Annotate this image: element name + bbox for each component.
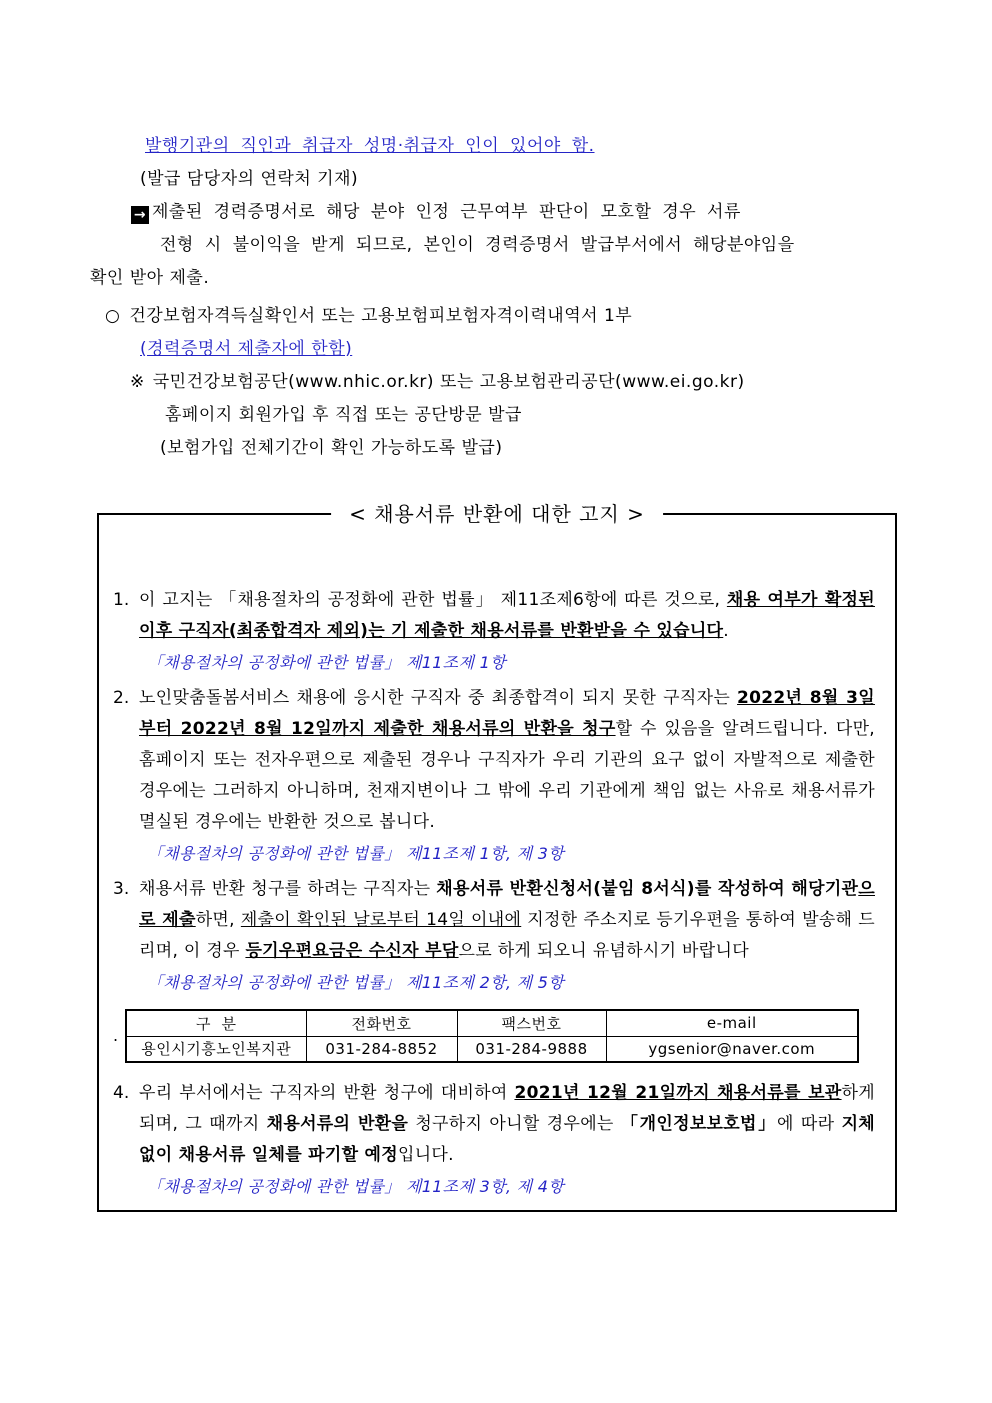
text-segment-emphasis: 2022년 8월 3일부터 2022년 8월 12일까지 제출한 채용서류의 반환을 청구 (139, 688, 876, 739)
cell-email: ygsenior@naver.com (606, 1036, 858, 1062)
text-segment-bold: 지체 없이 채용서류 일체를 파기할 예정 (139, 1114, 876, 1165)
header-cell-category: 구 분 (126, 1010, 306, 1036)
item-text (139, 874, 875, 967)
arrow-right-icon: → (131, 206, 149, 224)
text-segment: 입니다. (397, 1145, 454, 1165)
intro-section (0, 130, 992, 465)
cell-organization: 용인시기흥노인복지관 (126, 1036, 306, 1062)
legal-citation: 「채용절차의 공정화에 관한 법률」 제11조제 3항, 제 4항 (147, 1177, 564, 1196)
text-segment-bold: 채용서류의 반환을 (266, 1114, 409, 1134)
text-segment: 하면, (195, 910, 241, 930)
text-segment: 에 따라 (777, 1114, 842, 1134)
notice-item-1 (113, 585, 875, 678)
text-segment-emphasis: 2021년 12월 21일까지 채용서류를 보관 (514, 1083, 842, 1103)
text-segment: 채용서류 반환 청구를 하려는 구직자는 (139, 879, 437, 899)
item-number: 2. (113, 688, 130, 708)
text-segment: 청구하지 아니할 경우에는 (408, 1114, 621, 1134)
item-text (139, 585, 875, 647)
contact-table (125, 1009, 859, 1063)
issuing-method-line: 홈페이지 회원가입 후 직접 또는 공단방문 발급 (165, 405, 522, 425)
text-segment: . (723, 621, 729, 641)
text-segment: 이 고지는 「채용절차의 공정화에 관한 법률」 제11조제6항에 따른 것으로, (139, 590, 727, 610)
item-number: 3. (113, 879, 130, 899)
legal-citation: 「채용절차의 공정화에 관한 법률」 제11조제 2항, 제 5항 (147, 973, 564, 992)
header-cell-email: e-mail (606, 1010, 858, 1036)
cell-phone: 031-284-8852 (306, 1036, 457, 1062)
text-segment-emphasis: 채용 여부가 확정된 이후 구직자(최종합격자 제외)는 기 제출한 채용서류를 반환받을 수 있습니다 (139, 590, 876, 641)
insurance-doc-line (105, 300, 992, 333)
text-segment-emphasis: 으로 제출 (139, 879, 875, 930)
career-cert-warning-line-3: 확인 받아 제출. (90, 268, 210, 288)
table-data-row (126, 1036, 858, 1062)
notice-box-title: < 채용서류 반환에 대한 고지 > (331, 498, 663, 527)
career-cert-warning-line-2: 전형 시 불이익을 받게 되므로, 본인이 경력증명서 발급부서에서 해당분야임을 (160, 235, 795, 255)
text-segment-underline: 제출이 확인된 날로부터 14일 이내에 (240, 910, 522, 930)
career-cert-warning-text: 제출된 경력증명서로 해당 분야 인정 근무여부 판단이 모호할 경우 서류 (152, 202, 741, 222)
circle-bullet-icon: ○ (105, 306, 121, 326)
issuing-period-note: (보험가입 전체기간이 확인 가능하도록 발급) (160, 438, 503, 458)
item-number: 4. (113, 1083, 130, 1103)
issuer-contact-line: (발급 담당자의 연락처 기재) (140, 169, 359, 189)
career-cert-warning-line-1 (131, 196, 992, 229)
insurance-doc-text: 건강보험자격득실확인서 또는 고용보험피보험자격이력내역서 1부 (129, 306, 633, 326)
notice-item-4 (113, 1078, 875, 1202)
legal-citation: 「채용절차의 공정화에 관한 법률」 제11조제 1항, 제 3항 (147, 844, 564, 863)
text-segment: 으로 하게 되오니 유념하시기 바랍니다 (458, 941, 749, 961)
return-notice-box (97, 502, 897, 1212)
reference-mark-icon: ※ (130, 372, 145, 392)
text-segment-emphasis: 등기우편요금은 수신자 부담 (245, 941, 459, 961)
text-segment: 하게 되며, 그 때까지 (139, 1083, 875, 1134)
table-header-row (126, 1010, 858, 1036)
issuing-agency-text: 국민건강보험공단(www.nhic.or.kr) 또는 고용보험관리공단(www.ei.go.kr) (152, 372, 745, 392)
notice-item-3 (113, 874, 875, 998)
legal-citation: 「채용절차의 공정화에 관한 법률」 제11조제 1항 (147, 653, 506, 672)
text-segment: 노인맞춤돌봄서비스 채용에 응시한 구직자 중 최종합격이 되지 못한 구직자는 (139, 688, 738, 708)
header-cell-phone: 전화번호 (306, 1010, 457, 1036)
text-segment: 할 수 있음을 알려드립니다. 다만, 홈페이지 또는 전자우편으로 제출된 경우나 구직자가 우리 기관의 요구 없이 자발적으로 제출한 경우에는 그러하지 아니하며, 천재지변이나 그 밖에 우리 기관에게 책임 없는 사유로 채용서류가 멸실된 경우에는 반환한 것으로 봅니다. (139, 719, 875, 832)
text-segment: 우리 부서에서는 구직자의 반환 청구에 대비하여 (139, 1083, 515, 1103)
career-cert-only-note: (경력증명서 제출자에 한함) (140, 339, 353, 359)
item-text (139, 1078, 875, 1171)
contact-table-block (113, 1009, 875, 1063)
text-segment: 지정한 주소지로 등기우편을 통하여 발송해 드리며, 이 경우 (139, 910, 875, 961)
header-cell-fax: 팩스번호 (457, 1010, 606, 1036)
item-text (139, 683, 875, 838)
issuing-agency-line (130, 366, 992, 399)
item-number: 1. (113, 590, 130, 610)
issuer-seal-requirement-line: 발행기관의 직인과 취급자 성명·취급자 인이 있어야 함. (145, 136, 595, 156)
text-segment-bold: 「개인정보보호법」 (620, 1114, 777, 1134)
notice-item-2 (113, 683, 875, 869)
stray-period: . (113, 1026, 119, 1045)
cell-fax: 031-284-9888 (457, 1036, 606, 1062)
text-segment-bold: 채용서류 반환신청서(붙임 8서식)를 작성하여 해당기관 (436, 879, 859, 899)
